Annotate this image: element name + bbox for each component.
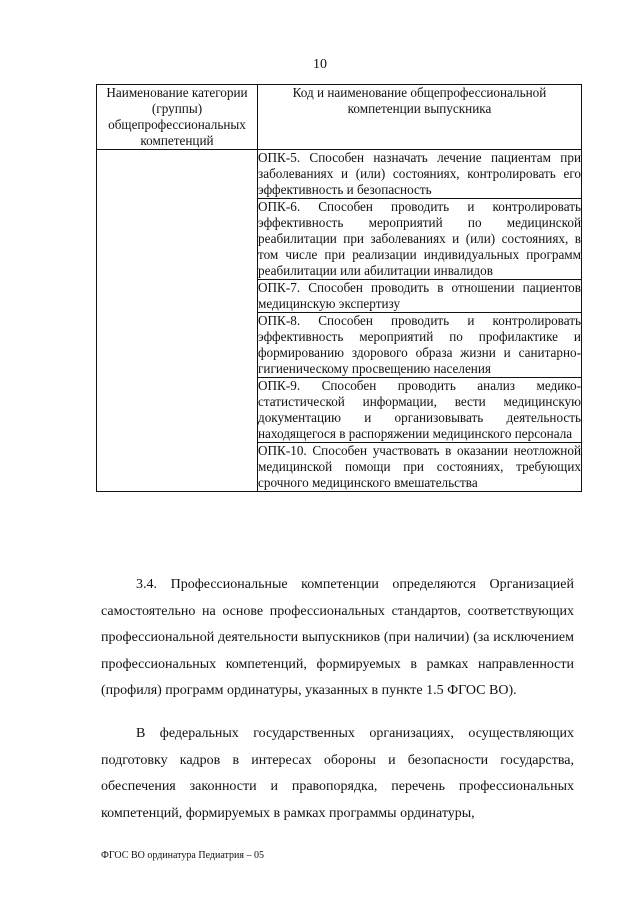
paragraph-3-4: 3.4. Профессиональные компетенции определяются Организацией самостоятельно на основе профессиональных стандартов, соответствующих профессиональной деятельности выпускников (при наличии) (за исключением профессиональных компетенций, формируемых в рамках направленности (профиля) программ ординатуры, указанных в пункте 1.5 ФГОС ВО).: [101, 577, 574, 698]
table-cell: [258, 150, 582, 199]
competency-opk-10: ОПК-10. Способен участвовать в оказании неотложной медицинской помощи при состояниях, требующих срочного медицинского вмешательства: [258, 443, 581, 490]
table-row: [97, 150, 582, 199]
competency-opk-8: ОПК-8. Способен проводить и контролировать эффективность мероприятий по профилактике и формированию здорового образа жизни и санитарно-гигиеническому просвещению населения: [258, 313, 581, 376]
competency-opk-7: ОПК-7. Способен проводить в отношении пациентов медицинскую экспертизу: [258, 280, 581, 311]
competency-opk-6: ОПК-6. Способен проводить и контролировать эффективность мероприятий по медицинской реабилитации при заболеваниях и (или) состояниях, в том числе при реализации индивидуальных программ реабилитации или абилитации инвалидов: [258, 199, 581, 278]
header-code: Код и наименование общепрофессиональной компетенции выпускника: [258, 85, 582, 150]
table-cell: [258, 378, 582, 443]
page-number: 10: [313, 57, 327, 72]
competency-opk-5: ОПК-5. Способен назначать лечение пациентам при заболеваниях и (или) состояниях, контролировать его эффективность и безопасность: [258, 150, 581, 197]
table-cell: [258, 443, 582, 492]
table-cell: [258, 280, 582, 313]
table-cell: [258, 313, 582, 378]
competency-table: [96, 84, 582, 492]
footer: ФГОС ВО ординатура Педиатрия – 05: [101, 850, 264, 861]
table-cell: [258, 199, 582, 280]
table-header-row: [97, 85, 582, 150]
competency-opk-9: ОПК-9. Способен проводить анализ медико-статистической информации, вести медицинскую документацию и организовывать деятельность находящегося в распоряжении медицинского персонала: [258, 378, 581, 441]
header-category: Наименование категории (группы) общепрофессиональных компетенций: [97, 85, 258, 150]
category-cell: [97, 150, 258, 492]
paragraph-federal-orgs: В федеральных государственных организациях, осуществляющих подготовку кадров в интересах обороны и безопасности государства, обеспечения законности и правопорядка, перечень профессиональных компетенций, формируемых в рамках программы ординатуры,: [101, 726, 574, 821]
